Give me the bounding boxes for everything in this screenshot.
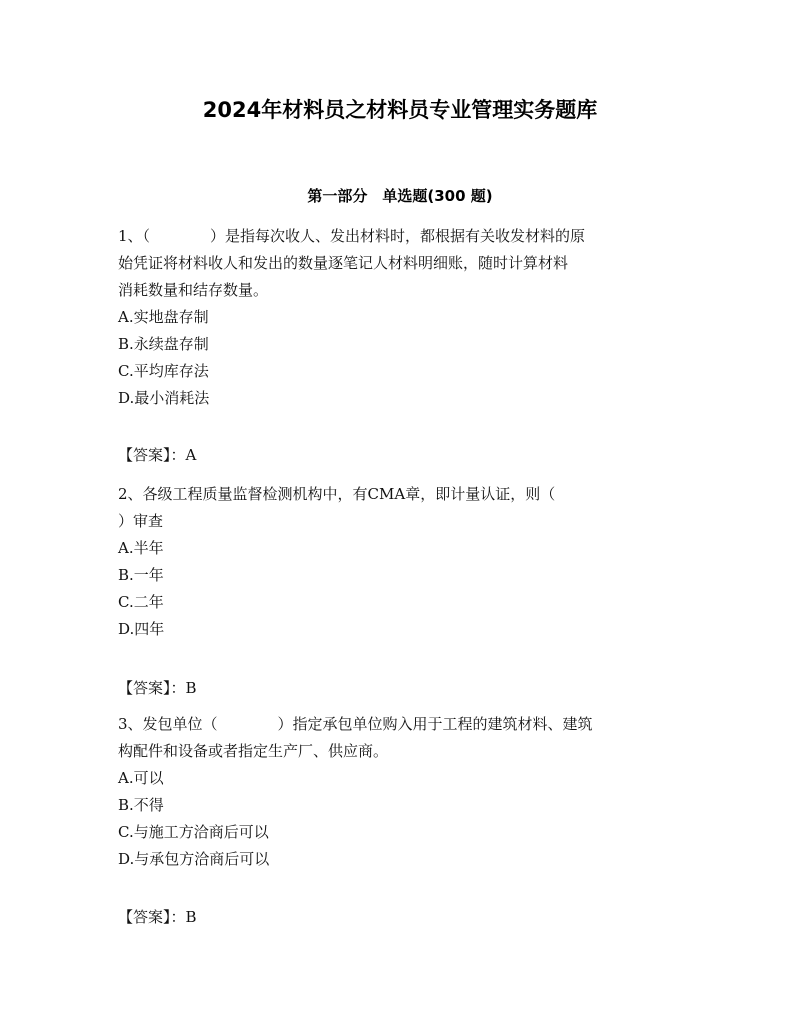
option-b: B.不得 (118, 796, 164, 814)
answer-3 (118, 906, 197, 927)
answer-2 (118, 677, 197, 698)
answer-value: A (185, 446, 197, 464)
option-a: A.半年 (118, 539, 164, 557)
answer-label: 【答案】： (118, 908, 186, 926)
question-stem-line: ）审查 (118, 512, 164, 530)
document-title: 2024年材料员之材料员专业管理实务题库 (202, 98, 598, 122)
answer-1 (118, 444, 196, 465)
option-a: A.实地盘存制 (118, 308, 209, 326)
question-stem-line: 构配件和设备或者指定生产厂、供应商。 (118, 742, 389, 760)
question-stem-line: 2、各级工程质量监督检测机构中，有CMA章，即计量认证，则（ (118, 485, 556, 503)
answer-label: 【答案】： (118, 679, 186, 697)
question-3 (118, 711, 684, 873)
question-2 (118, 481, 684, 643)
question-stem-line: 始凭证将材料收人和发出的数量逐笔记人材料明细账，随时计算材料 (118, 254, 569, 272)
section-heading: 第一部分 单选题(300 题) (307, 187, 493, 205)
option-b: B.一年 (118, 566, 164, 584)
option-c: C.平均库存法 (118, 362, 209, 380)
answer-value: B (185, 908, 197, 926)
question-stem-line: 3、发包单位（ ）指定承包单位购入用于工程的建筑材料、建筑 (118, 715, 593, 733)
option-d: D.最小消耗法 (118, 389, 210, 407)
option-d: D.与承包方洽商后可以 (118, 850, 270, 868)
option-d: D.四年 (118, 620, 165, 638)
option-c: C.与施工方洽商后可以 (118, 823, 269, 841)
question-1 (118, 223, 684, 412)
option-c: C.二年 (118, 593, 164, 611)
question-stem-line: 消耗数量和结存数量。 (118, 281, 269, 299)
question-stem-line: 1、（ ）是指每次收人、发出材料时，都根据有关收发材料的原 (118, 227, 586, 245)
option-b: B.永续盘存制 (118, 335, 209, 353)
answer-label: 【答案】： (118, 446, 186, 464)
answer-value: B (185, 679, 197, 697)
option-a: A.可以 (118, 769, 164, 787)
